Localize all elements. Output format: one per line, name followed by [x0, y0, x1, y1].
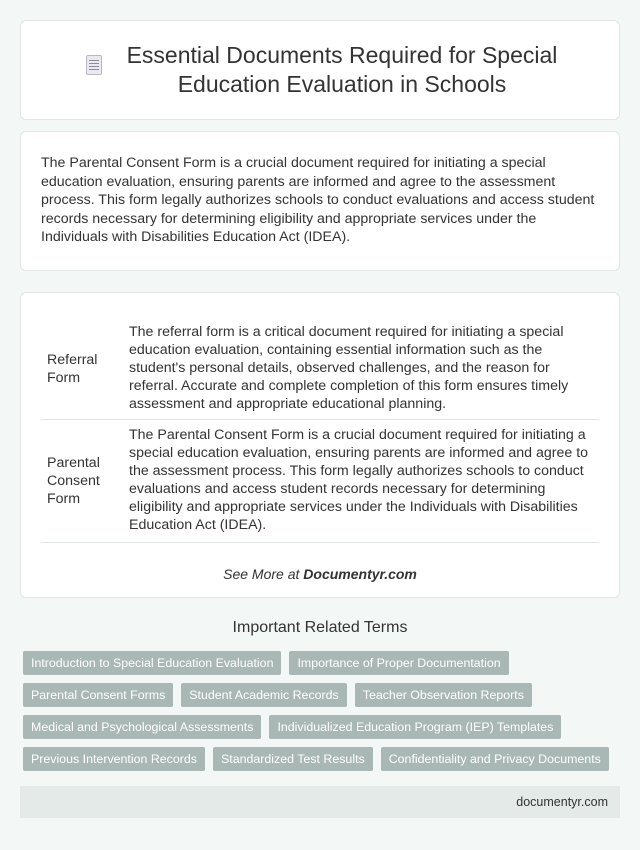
related-term-tag[interactable]: Introduction to Special Education Evaluation: [23, 651, 281, 675]
title-line-2: Education Evaluation in Schools: [177, 71, 507, 97]
see-more-site[interactable]: Documentyr.com: [303, 566, 417, 582]
header-card: [20, 20, 620, 120]
related-term-tag[interactable]: Medical and Psychological Assessments: [23, 715, 261, 739]
document-description: The Parental Consent Form is a crucial document required for initiating a special education evaluation, ensuring parents are informed and agree to the assessment process. This form legally authorizes schools to conduct evaluations and access student records necessary for determining eligibility and appropriate services under the Individuals with Disabilities Education Act (IDEA).: [129, 427, 589, 533]
tag-row: [23, 715, 623, 739]
tag-row: [23, 683, 623, 707]
document-name: Referral Form: [47, 352, 98, 386]
related-term-tag[interactable]: Standardized Test Results: [213, 747, 373, 771]
related-terms-list: [23, 651, 623, 779]
document-description: The referral form is a critical document required for initiating a special education evaluation, containing essential information such as the student's personal details, observed challenges, and the reason for referral. Accurate and complete completion of this form ensures timely assessment and appropriate educational planning.: [129, 324, 569, 412]
footer: [20, 786, 620, 818]
related-term-tag[interactable]: Parental Consent Forms: [23, 683, 173, 707]
documents-card: [20, 292, 620, 598]
related-term-tag[interactable]: Individualized Education Program (IEP) Templates: [269, 715, 561, 739]
title-line-1: Essential Documents Required for Special: [126, 42, 558, 68]
page-title: [127, 41, 558, 99]
header: [21, 21, 619, 119]
related-term-tag[interactable]: Teacher Observation Reports: [355, 683, 532, 707]
related-terms-title: Important Related Terms: [232, 619, 408, 636]
document-icon: [83, 53, 105, 79]
table-row: [41, 319, 599, 420]
see-more-prefix: See More at: [223, 566, 304, 582]
related-term-tag[interactable]: Previous Intervention Records: [23, 747, 205, 771]
related-term-tag[interactable]: Importance of Proper Documentation: [289, 651, 508, 675]
footer-site-link[interactable]: documentyr.com: [516, 795, 608, 809]
related-term-tag[interactable]: Student Academic Records: [181, 683, 346, 707]
tag-row: [23, 651, 623, 675]
see-more-link[interactable]: [41, 566, 599, 582]
table-row: [41, 420, 599, 543]
related-term-tag[interactable]: Confidentiality and Privacy Documents: [381, 747, 609, 771]
tag-row: [23, 747, 623, 771]
intro-card: [20, 131, 620, 271]
document-name: Parental Consent Form: [47, 455, 100, 507]
intro-text: The Parental Consent Form is a crucial document required for initiating a special education evaluation, ensuring parents are informed and agree to the assessment process. This form legally authorizes schools to conduct evaluations and access student records necessary for determining eligibility and appropriate services under the Individuals with Disabilities Education Act (IDEA).: [41, 155, 595, 245]
documents-table: [41, 319, 599, 543]
